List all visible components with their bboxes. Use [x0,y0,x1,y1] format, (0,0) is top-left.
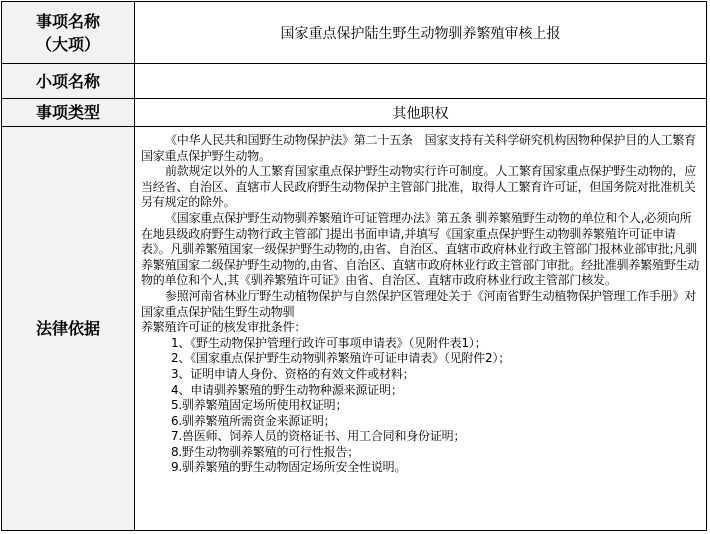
legal-basis-label: 法律依据 [2,127,135,531]
row-item-type [2,99,707,127]
condition-item: 9.驯养繁殖的野生动物固定场所安全性说明。 [171,460,407,475]
condition-item: 5.驯养繁殖固定场所使用权证明； [171,398,348,413]
law-paragraph-4: 参照河南省林业厅野生动植物保护与自然保护区管理处关于《河南省野生动植物保护管理工作手册》对国家重点保护陆生野生动物驯 [141,288,697,319]
item-name-label-line1: 事项名称 [35,11,100,31]
law-paragraph-3: 《国家重点保护野生动物驯养繁殖许可证管理办法》第五条 驯养繁殖野生动物的单位和个人,必须向所在地县级政府野生动物行政主管部门提出书面申请,并填写《国家重点保护野生动物驯养繁殖许可证申请表》。凡驯养繁殖国家一级保护野生动物的,由省、自治区、直辖市政府林业行政主管部门报林业部审批;凡驯养繁殖国家二级保护野生动物的,由省、自治区、直辖市政府林业行政主管部门审批。经批准驯养繁殖野生动物的单位和个人,其《驯养繁殖许可证》由省、自治区、直辖市政府林业行政主管部门核发。 [141,210,700,288]
item-type-value: 其他职权 [135,99,707,127]
item-name-label-line2: （大项） [35,34,100,54]
row-sub-item [2,64,707,99]
sub-item-value [135,64,707,99]
condition-item: 7.兽医师、饲养人员的资格证书、用工合同和身份证明； [171,429,466,444]
sub-item-label: 小项名称 [2,64,135,99]
condition-item: 1、《野生动物保护管理行政许可事项申请表》（见附件表1）； [171,335,487,350]
matter-info-table [1,1,707,531]
law-paragraph-1: 《中华人民共和国野生动物保护法》第二十五条 国家支持有关科学研究机构因物种保护目的人工繁育国家重点保护野生动物。 [141,133,697,163]
law-paragraph-5: 养繁殖许可证的核发审批条件： [141,320,307,335]
legal-basis-content [135,127,707,531]
condition-item: 3、证明申请人身份、资格的有效文件或材料； [171,366,415,381]
condition-item: 8.野生动物驯养繁殖的可行性报告； [171,444,360,459]
row-legal-basis [2,127,707,531]
condition-item: 2、《国家重点保护野生动物驯养繁殖许可证申请表》（见附件2）； [171,351,511,366]
condition-item: 4、申请驯养繁殖的野生动物种源来源证明； [171,382,403,397]
law-paragraph-2: 前款规定以外的人工繁育国家重点保护野生动物实行许可制度。人工繁育国家重点保护野生动物的，应当经省、自治区、直辖市人民政府野生动物保护主管部门批准，取得人工繁育许可证，但国务院对批准机关另有规定的除外。 [141,164,697,210]
row-item-name [2,2,707,64]
condition-item: 6.驯养繁殖所需资金来源证明； [171,413,336,428]
item-name-value: 国家重点保护陆生野生动物驯养繁殖审核上报 [135,2,707,64]
item-name-label [2,2,135,64]
item-type-label: 事项类型 [2,99,135,127]
